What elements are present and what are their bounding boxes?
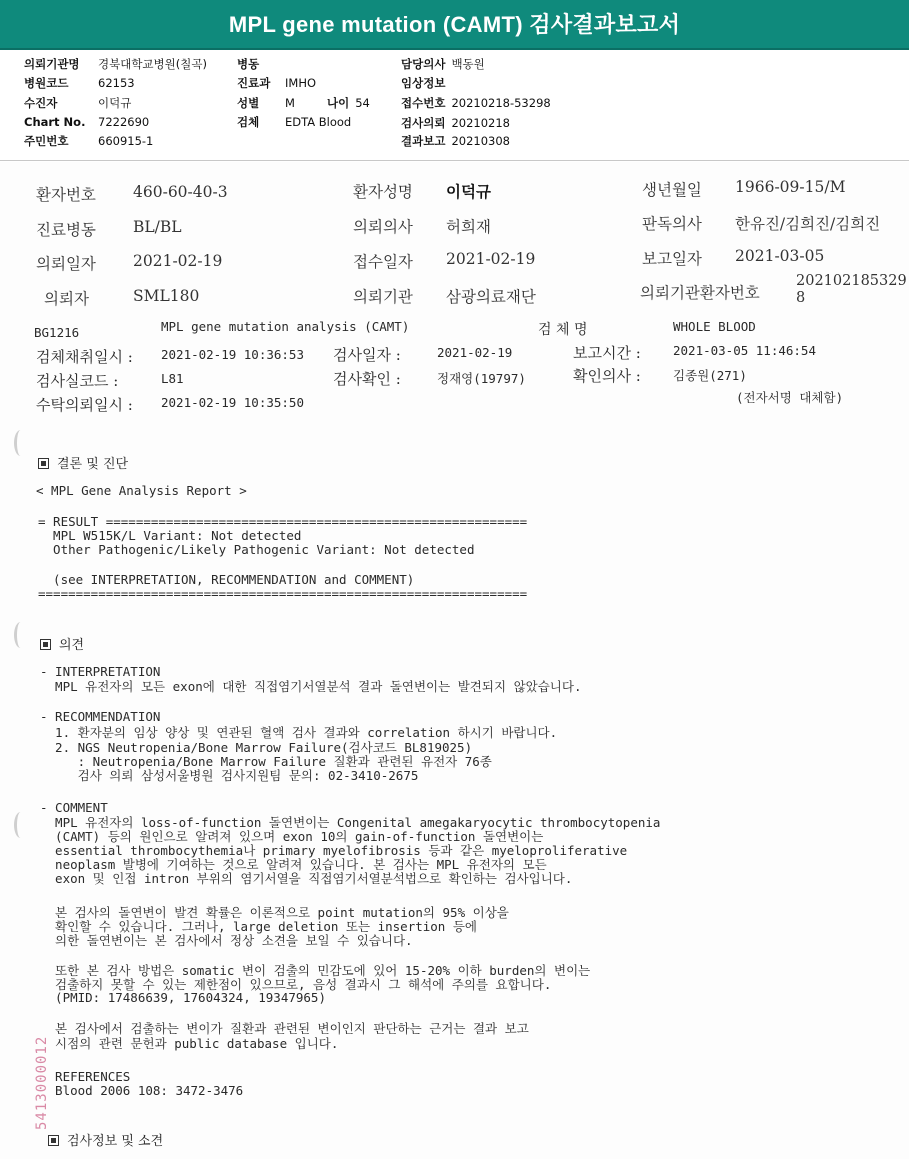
patient-label: 의뢰의사 (353, 218, 413, 236)
recomm-line: - RECOMMENDATION (40, 709, 161, 724)
patient-name: 이덕규 (446, 182, 491, 201)
header-field (237, 95, 295, 111)
field-value: 62153 (98, 76, 135, 90)
section-title: 의견 (59, 638, 85, 653)
header-field (237, 114, 351, 130)
result-line: (see INTERPRETATION, RECOMMENDATION and COMMENT) (38, 572, 415, 587)
lab-code-label: 검사실코드 : (36, 372, 119, 390)
section-opinion (40, 634, 84, 653)
section-test-info (48, 1130, 163, 1149)
test-name: MPL gene mutation analysis (CAMT) (161, 319, 410, 334)
patient-label: 생년월일 (642, 181, 702, 199)
exam-value: 2021-02-19 (437, 345, 513, 360)
field-value: 백동원 (451, 57, 485, 71)
patient-value: 460-60-40-3 (133, 183, 228, 201)
comment-line: - COMMENT (40, 800, 108, 815)
patient-value: 삼광의료재단 (446, 288, 536, 306)
section-square-icon (38, 458, 49, 469)
field-label: 병원코드 (24, 76, 69, 90)
field-value: EDTA Blood (285, 115, 352, 129)
comment-line: 확인할 수 있습니다. 그러나, large deletion 또는 insertion 등에 (40, 919, 477, 934)
test-code: BG1216 (34, 325, 80, 340)
comment-line: 검출하지 못할 수 있는 제한점이 있으므로, 음성 결과시 그 해석에 주의를 요합니다. (40, 977, 552, 992)
recomm-line: 2. NGS Neutropenia/Bone Marrow Failure(검사코드 BL819025) (40, 740, 473, 755)
patient-label: 진료병동 (36, 221, 96, 239)
field-label: 임상정보 (401, 76, 446, 90)
result-line: ================================================================= (38, 586, 528, 601)
header-field (24, 133, 153, 149)
recomm-line: : Neutropenia/Bone Marrow Failure 질환과 관련된 유전자 76종 (40, 754, 492, 769)
field-label: 주민번호 (24, 134, 69, 148)
field-value: 660915-1 (98, 134, 154, 148)
doctor-label: 확인의사 : (573, 367, 641, 385)
section-title: 결론 및 진단 (57, 457, 129, 472)
patient-value: 1966-09-15/M (735, 178, 846, 196)
banner-rule (0, 48, 909, 50)
confirm-value: 정재영(19797) (437, 371, 526, 386)
field-value: 경북대학교병원(칠곡) (98, 57, 207, 71)
report-time-value: 2021-03-05 11:46:54 (673, 343, 816, 358)
patient-value: 한유진/김희진/김희진 (735, 215, 881, 233)
patient-value: 2021-02-19 (446, 250, 536, 268)
section-title: 검사정보 및 소견 (67, 1134, 164, 1149)
interp-line: MPL 유전자의 모든 exon에 대한 직접염기서열분석 결과 돌연변이는 발견되지 않았습니다. (40, 679, 582, 694)
field-value: 20210218 (451, 116, 510, 130)
header-field (237, 56, 285, 72)
field-label: 진료과 (237, 76, 271, 90)
comment-line: Blood 2006 108: 3472-3476 (40, 1083, 244, 1098)
patient-label: 환자성명 (353, 183, 413, 201)
exam-label: 검사일자 : (333, 346, 401, 364)
patient-value: 허희재 (446, 218, 491, 236)
comment-line: essential thrombocythemia나 primary myelofibrosis 등과 같은 myeloproliferative (40, 843, 628, 858)
request-value: 2021-02-19 10:35:50 (161, 395, 304, 410)
field-label: 검사의뢰 (401, 116, 446, 130)
result-line: Other Pathogenic/Likely Pathogenic Variant: Not detected (38, 542, 475, 557)
result-line: MPL W515K/L Variant: Not detected (38, 528, 302, 543)
comment-line: neoplasm 발병에 기여하는 것으로 알려져 있습니다. 본 검사는 MPL 유전자의 모든 (40, 857, 547, 872)
report-title: MPL gene mutation (CAMT) 검사결과보고서 (0, 0, 909, 48)
header-divider (0, 160, 909, 161)
punch-hole-mark (14, 622, 27, 648)
patient-label: 의뢰기관환자번호 (640, 284, 760, 302)
specimen-label: 검 체 명 (538, 322, 588, 338)
field-label: 의뢰기관명 (24, 57, 80, 71)
field-label: 검체 (237, 115, 260, 129)
patient-value: 2021-02-19 (133, 252, 223, 270)
patient-label: 판독의사 (642, 215, 702, 233)
patient-label: 접수일자 (353, 253, 413, 271)
confirm-label: 검사확인 : (333, 370, 401, 388)
comment-line: REFERENCES (40, 1069, 131, 1084)
punch-hole-mark (14, 812, 27, 838)
header-field-age (327, 95, 370, 111)
header-field (401, 75, 451, 91)
section-square-icon (40, 639, 51, 650)
field-label: 나이 (327, 96, 350, 110)
punch-hole-mark (14, 430, 27, 456)
header-field (24, 115, 149, 129)
comment-line: 의한 돌연변이는 본 검사에서 정상 소견을 보일 수 있습니다. (40, 933, 413, 948)
field-value: 20210308 (451, 134, 510, 148)
doctor-value: 김종원(271) (673, 368, 747, 383)
esign-note: (전자서명 대체함) (736, 390, 844, 405)
section-conclusion (38, 453, 128, 472)
comment-line: MPL 유전자의 loss-of-function 돌연변이는 Congenital amegakaryocytic thrombocytopenia (40, 815, 661, 830)
patient-value: BL/BL (133, 218, 182, 236)
document-stamp-number: 5413000012 (34, 1035, 50, 1130)
comment-line: 본 검사의 돌연변이 발견 확률은 이론적으로 point mutation의 95% 이상을 (40, 905, 509, 920)
lab-code-value: L81 (161, 371, 184, 386)
header-field (24, 75, 135, 91)
field-value: 54 (355, 96, 370, 110)
scanned-report (0, 162, 909, 1159)
comment-line: exon 및 인접 intron 부위의 염기서열을 직접염기서열분석법으로 확인하는 검사입니다. (40, 871, 573, 886)
header-field (401, 95, 551, 111)
header-field (401, 56, 485, 72)
report-heading: < MPL Gene Analysis Report > (36, 483, 247, 498)
specimen-value: WHOLE BLOOD (673, 319, 756, 334)
field-label: 병동 (237, 57, 260, 71)
patient-label: 의뢰일자 (36, 255, 96, 273)
patient-value: 8 (796, 290, 806, 306)
field-label: 성별 (237, 96, 260, 110)
patient-label: 환자번호 (36, 186, 96, 204)
header-field (24, 95, 131, 111)
request-label: 수탁의뢰일시 : (36, 396, 133, 414)
header-field (237, 75, 316, 91)
header-field (401, 133, 510, 149)
collect-value: 2021-02-19 10:36:53 (161, 347, 304, 362)
patient-value: SML180 (133, 287, 200, 305)
field-value: 7222690 (98, 115, 150, 129)
section-square-icon (48, 1135, 59, 1146)
recomm-line: 1. 환자분의 임상 양상 및 연관된 혈액 검사 결과와 correlation 하시기 바랍니다. (40, 725, 558, 740)
field-label: 접수번호 (401, 96, 446, 110)
comment-line: (PMID: 17486639, 17604324, 19347965) (40, 990, 326, 1005)
interp-line: - INTERPRETATION (40, 664, 161, 679)
header-field (401, 115, 510, 131)
field-value: 20210218-53298 (451, 96, 551, 110)
report-time-label: 보고시간 : (573, 344, 641, 362)
comment-line: 시점의 관련 문헌과 public database 입니다. (40, 1036, 339, 1051)
field-label: 담당의사 (401, 57, 446, 71)
patient-label: 보고일자 (642, 250, 702, 268)
field-label: 수진자 (24, 96, 58, 110)
comment-line: 본 검사에서 검출하는 변이가 질환과 관련된 변이인지 판단하는 근거는 결과 보고 (40, 1021, 529, 1036)
field-value: IMHO (285, 76, 317, 90)
patient-label: 의뢰기관 (353, 288, 413, 306)
header-field (24, 56, 207, 72)
collect-label: 검체채취일시 : (36, 348, 133, 366)
comment-line: (CAMT) 등의 원인으로 알려져 있으며 exon 10의 gain-of-function 돌연변이는 (40, 829, 544, 844)
field-label: 결과보고 (401, 134, 446, 148)
field-value: 이덕규 (98, 96, 132, 110)
comment-line: 또한 본 검사 방법은 somatic 변이 검출의 민감도에 있어 15-20% 이하 burden의 변이는 (40, 963, 591, 978)
result-line: = RESULT ======================================================== (38, 514, 528, 529)
patient-label: 의뢰자 (44, 290, 89, 308)
field-value: M (285, 96, 295, 110)
patient-value: 202102185329 (796, 273, 907, 289)
recomm-line: 검사 의뢰 삼성서울병원 검사지원팀 문의: 02-3410-2675 (40, 768, 419, 783)
field-label: Chart No. (24, 115, 86, 129)
patient-value: 2021-03-05 (735, 247, 825, 265)
